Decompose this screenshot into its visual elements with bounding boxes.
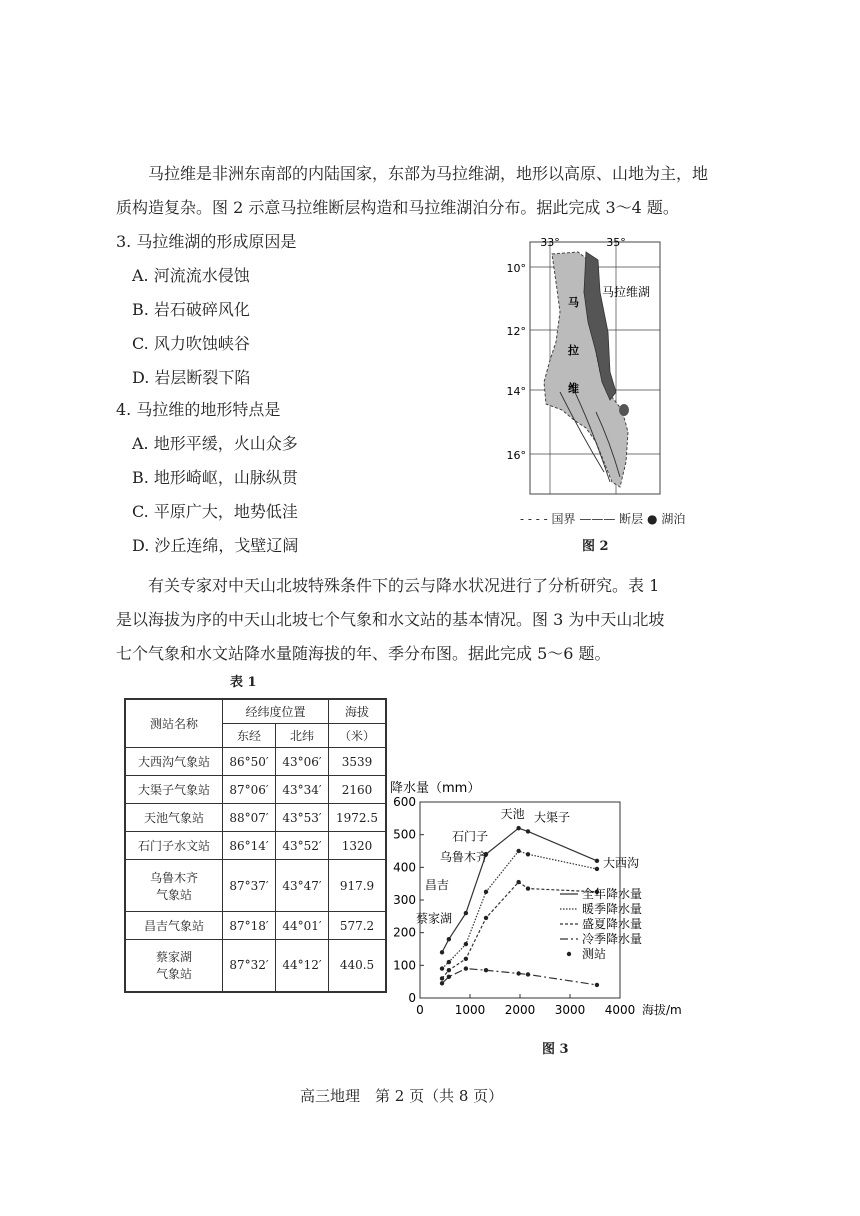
q3-option-d: D. 岩层断裂下陷 xyxy=(132,368,251,387)
table-row: 大西沟气象站 86°50′ 43°06′ 3539 xyxy=(125,748,386,776)
data-point xyxy=(464,966,468,970)
y-tick-label: 100 xyxy=(393,958,416,973)
station-label: 昌吉 xyxy=(424,878,449,893)
intro2-line-1: 有关专家对中天山北坡特殊条件下的云与降水状况进行了分析研究。表 1 xyxy=(148,576,660,595)
data-point xyxy=(447,968,451,972)
lat-label-14: 14° xyxy=(506,385,526,398)
data-point xyxy=(484,968,488,972)
lon-label-33: 33° xyxy=(540,236,560,249)
station-label: 石门子 xyxy=(452,829,489,844)
data-point xyxy=(516,971,520,975)
x-tick-label: 1000 xyxy=(454,1003,486,1017)
q3-option-a: A. 河流流水侵蚀 xyxy=(132,266,250,285)
data-point xyxy=(526,829,530,833)
table-row: 蔡家湖 气象站 87°32′ 44°12′ 440.5 xyxy=(125,940,386,992)
question-4-title: 4. 马拉维的地形特点是 xyxy=(116,400,281,419)
y-tick-label: 200 xyxy=(393,925,416,940)
data-point xyxy=(595,859,599,863)
country-char-2: 拉 xyxy=(568,344,579,357)
intro-line-2: 质构造复杂。图 2 示意马拉维断层构造和马拉维湖泊分布。据此完成 3～4 题。 xyxy=(116,198,679,217)
country-char-1: 马 xyxy=(568,296,579,309)
y-tick-label: 0 xyxy=(408,991,416,1005)
lat-label-12: 12° xyxy=(506,325,526,338)
lat-label-16: 16° xyxy=(506,449,526,462)
x-tick-label: 3000 xyxy=(554,1003,586,1017)
data-point xyxy=(595,867,599,871)
legend-label: 冷季降水量 xyxy=(582,932,643,946)
q3-option-b: B. 岩石破碎风化 xyxy=(132,300,250,319)
y-tick-label: 500 xyxy=(393,827,416,842)
y-tick-label: 400 xyxy=(393,860,416,875)
map-legend xyxy=(520,510,685,527)
series-line-2 xyxy=(442,882,597,978)
precipitation-chart xyxy=(380,770,710,1040)
legend-border-icon: - - - - xyxy=(520,512,548,526)
chart-ylabel: 降水量（mm） xyxy=(390,781,481,796)
q3-option-c: C. 风力吹蚀峡谷 xyxy=(132,334,250,353)
lat-label-10: 10° xyxy=(506,262,526,275)
data-point xyxy=(464,911,468,915)
table-row: 石门子水文站 86°14′ 43°52′ 1320 xyxy=(125,832,386,860)
intro-line-1: 马拉维是非洲东南部的内陆国家，东部为马拉维湖，地形以高原、山地为主，地 xyxy=(148,164,709,183)
y-tick-label: 300 xyxy=(393,893,416,907)
header-name: 测站名称 xyxy=(125,699,223,748)
data-point xyxy=(440,981,444,985)
data-point xyxy=(516,849,520,853)
station-label: 天池 xyxy=(500,807,525,822)
legend-label: 全年降水量 xyxy=(582,887,643,901)
header-lon: 东经 xyxy=(223,724,276,748)
legend-lake-icon: ● xyxy=(647,512,658,526)
station-label: 大西沟 xyxy=(602,855,639,870)
station-label: 乌鲁木齐 xyxy=(439,850,488,865)
figure-3-caption: 图 3 xyxy=(542,1042,569,1057)
intro2-line-3: 七个气象和水文站降水量随海拔的年、季分布图。据此完成 5～6 题。 xyxy=(116,644,611,663)
x-tick-label: 4000 xyxy=(604,1003,636,1017)
series-line-3 xyxy=(442,969,597,985)
table-row: 天池气象站 88°07′ 43°53′ 1972.5 xyxy=(125,804,386,832)
q4-option-d: D. 沙丘连绵，戈壁辽阔 xyxy=(132,536,299,555)
table-row: 大渠子气象站 87°06′ 43°34′ 2160 xyxy=(125,776,386,804)
header-alt-unit: （米） xyxy=(329,724,387,748)
data-point xyxy=(464,942,468,946)
q4-option-c: C. 平原广大，地势低洼 xyxy=(132,502,298,521)
y-tick-label: 600 xyxy=(393,795,416,809)
lon-label-35: 35° xyxy=(606,236,626,249)
station-label: 大渠子 xyxy=(534,810,571,825)
legend-border-label: 国界 xyxy=(551,512,576,526)
data-point xyxy=(440,976,444,980)
intro2-line-2: 是以海拔为序的中天山北坡七个气象和水文站的基本情况。图 3 为中天山北坡 xyxy=(116,610,665,629)
station-table xyxy=(124,698,387,993)
series-line-1 xyxy=(439,850,597,969)
data-point xyxy=(484,916,488,920)
chart-xlabel: 海拔/m xyxy=(642,1003,682,1017)
data-point xyxy=(464,957,468,961)
header-lat: 北纬 xyxy=(276,724,329,748)
table-row: 乌鲁木齐 气象站 87°37′ 43°47′ 917.9 xyxy=(125,860,386,912)
data-point xyxy=(526,852,530,856)
x-tick-label: 0 xyxy=(416,1003,424,1017)
x-tick-label: 2000 xyxy=(504,1003,536,1017)
header-alt: 海拔 xyxy=(329,699,387,724)
legend-dot xyxy=(567,952,571,956)
page-footer: 高三地理 第 2 页（共 8 页） xyxy=(300,1087,504,1105)
legend-fault-icon: ——— xyxy=(579,512,616,526)
legend-label: 盛夏降水量 xyxy=(582,917,643,931)
table-row: 昌吉气象站 87°18′ 44°01′ 577.2 xyxy=(125,912,386,940)
legend-label: 测站 xyxy=(582,947,607,961)
legend-fault-label: 断层 xyxy=(619,512,644,526)
lake-label: 马拉维湖 xyxy=(602,285,651,299)
data-point xyxy=(595,983,599,987)
legend-label: 暖季降水量 xyxy=(582,902,643,916)
question-3-title: 3. 马拉维湖的形成原因是 xyxy=(116,232,297,251)
header-position: 经纬度位置 xyxy=(223,699,329,724)
data-point xyxy=(526,886,530,890)
data-point xyxy=(447,960,451,964)
data-point xyxy=(440,950,444,954)
q4-option-b: B. 地形崎岖，山脉纵贯 xyxy=(132,468,298,487)
q4-option-a: A. 地形平缓，火山众多 xyxy=(132,434,298,453)
table-1-caption: 表 1 xyxy=(230,675,257,690)
data-point xyxy=(447,975,451,979)
figure-2-caption: 图 2 xyxy=(582,539,609,554)
data-point xyxy=(447,937,451,941)
data-point xyxy=(484,890,488,894)
data-point xyxy=(516,880,520,884)
legend-lake-label: 湖泊 xyxy=(661,512,686,526)
data-point xyxy=(440,966,444,970)
data-point xyxy=(516,826,520,830)
data-point xyxy=(526,972,530,976)
station-label: 蔡家湖 xyxy=(416,911,453,926)
country-char-3: 维 xyxy=(568,382,579,395)
